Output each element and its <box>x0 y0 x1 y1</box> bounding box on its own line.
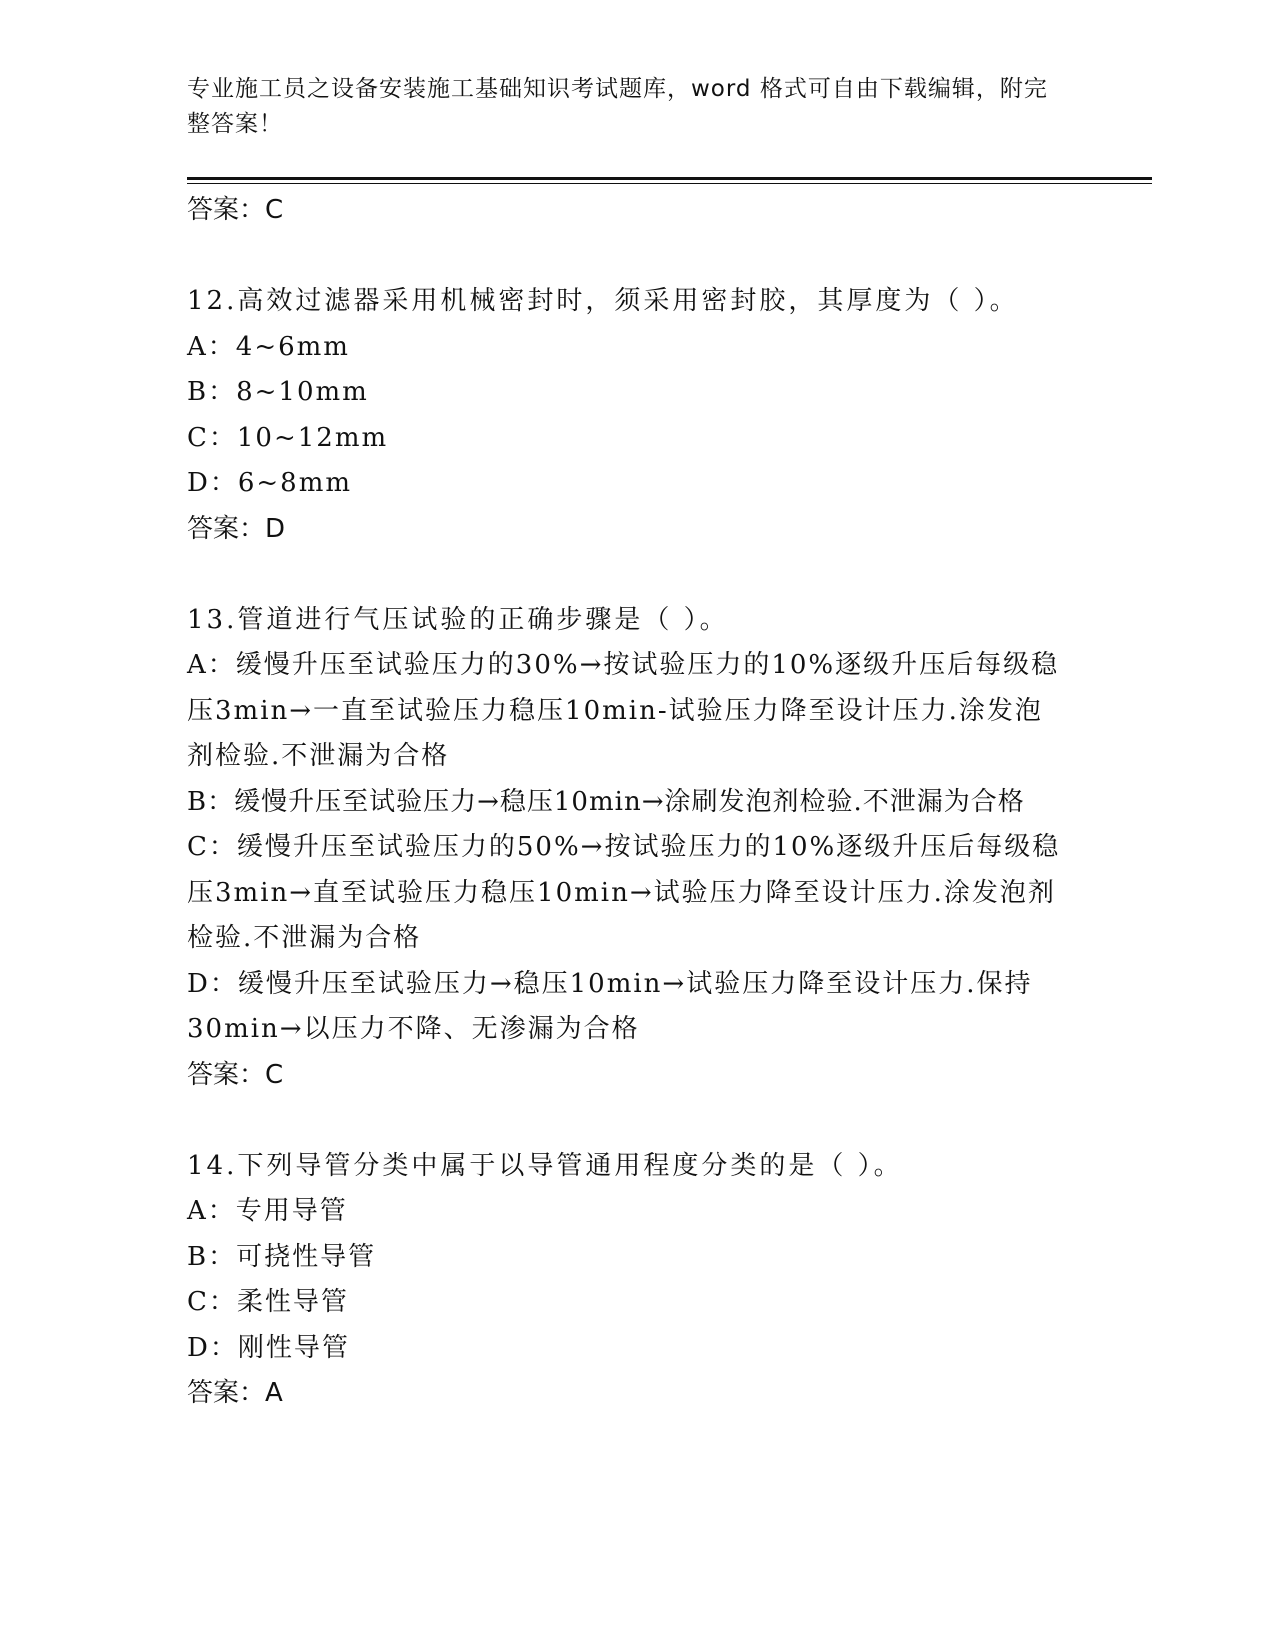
question-12 <box>187 279 1087 507</box>
question-stem: 14.下列导管分类中属于以导管通用程度分类的是（ ）。 <box>187 1150 903 1181</box>
question-stem: 13.管道进行气压试验的正确步骤是（ ）。 <box>187 604 729 635</box>
option-b: B：8~10mm <box>187 377 369 407</box>
question-stem: 12.高效过滤器采用机械密封时，须采用密封胶，其厚度为（ ）。 <box>187 286 1019 316</box>
answer-q11: 答案：C <box>187 195 284 225</box>
answer-q14: 答案：A <box>187 1378 283 1408</box>
option-a: A：缓慢升压至试验压力的30%→按试验压力的10%逐级升压后每级稳压3min→一直至试验压力稳压10min-试验压力降至设计压力.涂发泡剂检验.不泄漏为合格 <box>187 650 1060 771</box>
option-a: A：专用导管 <box>187 1196 348 1226</box>
option-c: C：10~12mm <box>187 422 389 453</box>
answer-q12: 答案：D <box>187 513 286 544</box>
header-divider-thin <box>187 183 1152 184</box>
document-content <box>187 188 1087 1416</box>
option-a: A：4~6mm <box>187 331 350 362</box>
option-b: B：缓慢升压至试验压力→稳压10min→涂刷发泡剂检验.不泄漏为合格 <box>187 786 1025 817</box>
question-14 <box>187 1144 1087 1372</box>
header-divider-thick <box>187 177 1152 180</box>
answer-q13: 答案：C <box>187 1059 284 1090</box>
option-c: C：柔性导管 <box>187 1287 349 1317</box>
document-header: 专业施工员之设备安装施工基础知识考试题库，word 格式可自由下载编辑，附完整答案！ <box>187 76 1048 137</box>
option-c: C：缓慢升压至试验压力的50%→按试验压力的10%逐级升压后每级稳压3min→直至试验压力稳压10min→试验压力降至设计压力.涂发泡剂检验.不泄漏为合格 <box>187 832 1061 953</box>
option-d: D：6~8mm <box>187 468 353 498</box>
question-13 <box>187 598 1087 1053</box>
option-d: D：刚性导管 <box>187 1332 350 1363</box>
option-b: B：可挠性导管 <box>187 1241 377 1272</box>
option-d: D：缓慢升压至试验压力→稳压10min→试验压力降至设计压力.保持30min→以压力不降、无渗漏为合格 <box>187 968 1033 1044</box>
